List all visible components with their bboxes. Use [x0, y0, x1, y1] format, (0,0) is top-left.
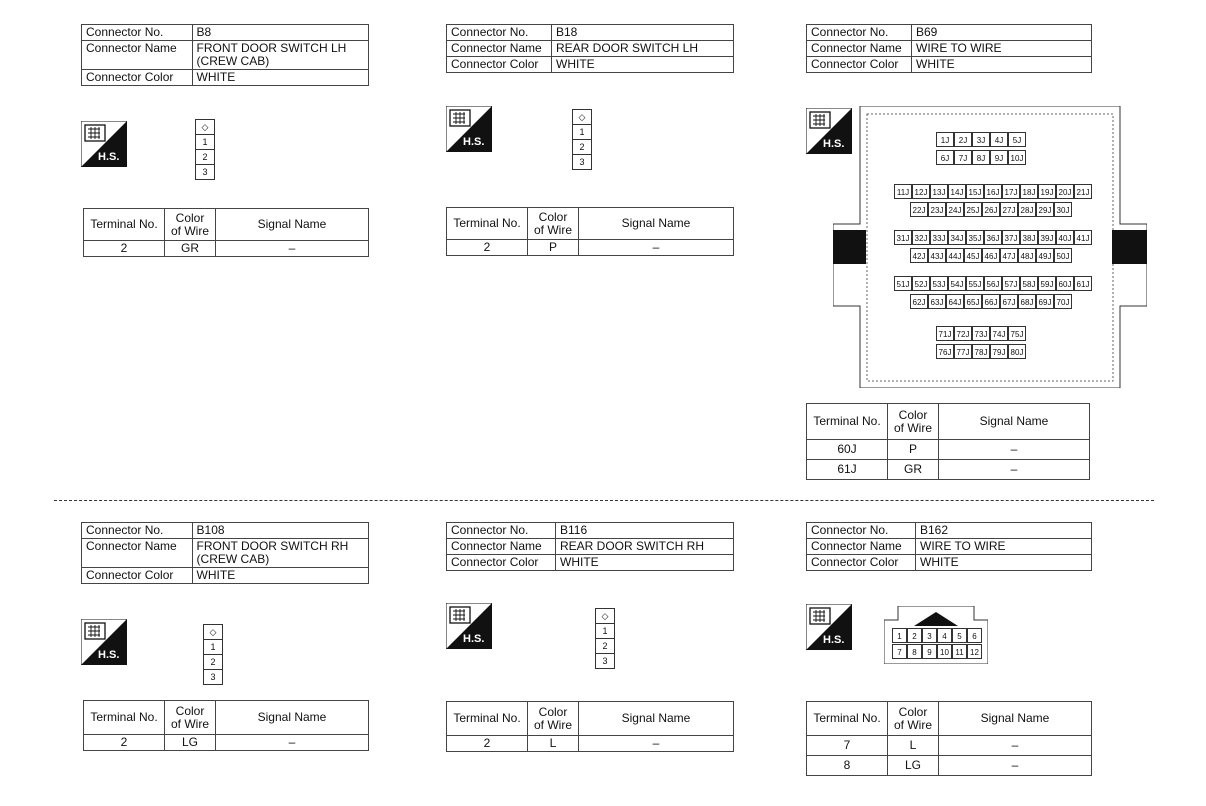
pin: 80J: [1008, 344, 1026, 359]
wire-color: GR: [888, 460, 939, 480]
terminal-table: [806, 403, 1090, 480]
wire-color: L: [888, 736, 939, 756]
pin: 2: [596, 638, 614, 653]
table-row: [807, 756, 1092, 776]
pin: 11: [952, 644, 967, 659]
connector-color: WHITE: [556, 555, 734, 571]
header-color-of-wire: Color of Wire: [888, 404, 939, 440]
label-connector-no: Connector No.: [447, 25, 552, 41]
pin: 4J: [990, 132, 1008, 147]
pin: 57J: [1002, 276, 1020, 291]
harness-side-icon: [81, 121, 127, 167]
pin: 3: [573, 154, 591, 169]
connector-color: WHITE: [916, 555, 1092, 571]
pin: 9J: [990, 150, 1008, 165]
label-connector-no: Connector No.: [82, 25, 193, 41]
pin: 10: [937, 644, 952, 659]
terminal-no: 61J: [807, 460, 888, 480]
wire-color: P: [528, 240, 579, 256]
pin: 5J: [1008, 132, 1026, 147]
connector-block-b108: [81, 522, 369, 584]
pin: 77J: [954, 344, 972, 359]
pin: 60J: [1056, 276, 1074, 291]
pin: 13J: [930, 184, 948, 199]
key-diamond-icon: ◇: [209, 627, 217, 637]
pin: 32J: [912, 230, 930, 245]
connector-color: WHITE: [192, 70, 368, 86]
hs-label: H.S.: [98, 151, 120, 163]
pin: 3: [196, 164, 214, 179]
terminal-no: 8: [807, 756, 888, 776]
signal-name: –: [939, 460, 1090, 480]
pin: 55J: [966, 276, 984, 291]
pin: 23J: [928, 202, 946, 217]
pin: 25J: [964, 202, 982, 217]
terminal-table: [446, 701, 734, 752]
pin: 7: [892, 644, 907, 659]
pin: 9: [922, 644, 937, 659]
pin: 54J: [948, 276, 966, 291]
table-row: [807, 460, 1090, 480]
pin: 72J: [954, 326, 972, 341]
pin: 61J: [1074, 276, 1092, 291]
connector-name: WIRE TO WIRE: [916, 539, 1092, 555]
pin: 73J: [972, 326, 990, 341]
pin: 39J: [1038, 230, 1056, 245]
connector-no: B162: [916, 523, 1092, 539]
connector-face-b18: [572, 109, 592, 170]
terminal-no: 2: [84, 241, 165, 257]
pin: 52J: [912, 276, 930, 291]
pin: 70J: [1054, 294, 1072, 309]
pin: 79J: [990, 344, 1008, 359]
connector-block-b162: [806, 522, 1092, 571]
pin: 19J: [1038, 184, 1056, 199]
pin: 21J: [1074, 184, 1092, 199]
pin: 58J: [1020, 276, 1038, 291]
label-connector-color: Connector Color: [82, 70, 193, 86]
pin: 47J: [1000, 248, 1018, 263]
pin: 10J: [1008, 150, 1026, 165]
pin: 1: [196, 134, 214, 149]
pin: 59J: [1038, 276, 1056, 291]
pin: 2: [573, 139, 591, 154]
pin: 38J: [1020, 230, 1038, 245]
connector-block-b116: [446, 522, 734, 571]
table-row: [807, 736, 1092, 756]
signal-name: –: [579, 240, 734, 256]
pin: 75J: [1008, 326, 1026, 341]
pin: 78J: [972, 344, 990, 359]
pin: 5: [952, 628, 967, 643]
terminal-no: 2: [447, 736, 528, 752]
pin: 14J: [948, 184, 966, 199]
latch-left: [833, 230, 866, 264]
connector-no: B18: [552, 25, 734, 41]
label-connector-no: Connector No.: [807, 523, 916, 539]
connector-no: B8: [192, 25, 368, 41]
connector-no: B69: [912, 25, 1092, 41]
pin: 20J: [1056, 184, 1074, 199]
label-connector-no: Connector No.: [82, 523, 193, 539]
pin: 16J: [984, 184, 1002, 199]
terminal-table: [446, 207, 734, 256]
wire-color: LG: [888, 756, 939, 776]
pin: 44J: [946, 248, 964, 263]
connector-face-b8: [195, 119, 215, 180]
pin: 8J: [972, 150, 990, 165]
pin: 3: [596, 653, 614, 668]
pin: 8: [907, 644, 922, 659]
pin: 2: [907, 628, 922, 643]
header-terminal-no: Terminal No.: [807, 404, 888, 440]
header-signal-name: Signal Name: [939, 702, 1092, 736]
pin: 31J: [894, 230, 912, 245]
pin: 50J: [1054, 248, 1072, 263]
pin: 48J: [1018, 248, 1036, 263]
pin: 53J: [930, 276, 948, 291]
signal-name: –: [939, 440, 1090, 460]
pin: 1: [892, 628, 907, 643]
harness-side-icon: [806, 604, 852, 650]
pin: 26J: [982, 202, 1000, 217]
label-connector-color: Connector Color: [807, 555, 916, 571]
pin: 64J: [946, 294, 964, 309]
pin: 22J: [910, 202, 928, 217]
label-connector-name: Connector Name: [447, 539, 556, 555]
pin: 76J: [936, 344, 954, 359]
pin: 24J: [946, 202, 964, 217]
header-color-of-wire: Color of Wire: [165, 209, 216, 241]
pin: 42J: [910, 248, 928, 263]
pin: 56J: [984, 276, 1002, 291]
label-connector-color: Connector Color: [447, 57, 552, 73]
header-signal-name: Signal Name: [579, 208, 734, 240]
header-signal-name: Signal Name: [216, 209, 369, 241]
header-terminal-no: Terminal No.: [84, 209, 165, 241]
pin: 49J: [1036, 248, 1054, 263]
pin: 3: [922, 628, 937, 643]
header-terminal-no: Terminal No.: [447, 208, 528, 240]
hs-label: H.S.: [463, 633, 485, 645]
key-diamond-icon: ◇: [201, 122, 209, 132]
label-connector-no: Connector No.: [447, 523, 556, 539]
label-connector-color: Connector Color: [82, 568, 193, 584]
pin: 2: [204, 654, 222, 669]
connector-name: FRONT DOOR SWITCH RH (CREW CAB): [192, 539, 368, 568]
connector-info-table: [806, 24, 1092, 73]
hs-label: H.S.: [98, 649, 120, 661]
signal-name: –: [216, 735, 369, 751]
terminal-no: 2: [447, 240, 528, 256]
pin: 33J: [930, 230, 948, 245]
table-row: [447, 240, 734, 256]
pin: 12: [967, 644, 982, 659]
pin: 36J: [984, 230, 1002, 245]
connector-face-b162: [884, 606, 988, 664]
pin: 3: [204, 669, 222, 684]
header-terminal-no: Terminal No.: [447, 702, 528, 736]
pin: 4: [937, 628, 952, 643]
pin: 6J: [936, 150, 954, 165]
label-connector-name: Connector Name: [447, 41, 552, 57]
section-divider: [54, 500, 1154, 501]
connector-color: WHITE: [912, 57, 1092, 73]
connector-face-b108: [203, 624, 223, 685]
label-connector-no: Connector No.: [807, 25, 912, 41]
harness-side-icon: [446, 603, 492, 649]
terminal-table: [83, 208, 369, 257]
terminal-no: 60J: [807, 440, 888, 460]
connector-block-b69: [806, 24, 1092, 73]
pin: 28J: [1018, 202, 1036, 217]
pin: 6: [967, 628, 982, 643]
pin: 7J: [954, 150, 972, 165]
pin: 35J: [966, 230, 984, 245]
header-signal-name: Signal Name: [939, 404, 1090, 440]
connector-color: WHITE: [552, 57, 734, 73]
connector-name: WIRE TO WIRE: [912, 41, 1092, 57]
wire-color: GR: [165, 241, 216, 257]
terminal-no: 2: [84, 735, 165, 751]
label-connector-name: Connector Name: [807, 539, 916, 555]
table-row: [447, 736, 734, 752]
key-diamond-icon: ◇: [578, 112, 586, 122]
connector-info-table: [446, 522, 734, 571]
table-row: [84, 241, 369, 257]
pin: 46J: [982, 248, 1000, 263]
header-color-of-wire: Color of Wire: [528, 702, 579, 736]
connector-name: REAR DOOR SWITCH RH: [556, 539, 734, 555]
connector-no: B108: [192, 523, 368, 539]
connector-info-table: [446, 24, 734, 73]
terminal-table: [83, 700, 369, 751]
connector-name: FRONT DOOR SWITCH LH (CREW CAB): [192, 41, 368, 70]
pin: 68J: [1018, 294, 1036, 309]
connector-info-table: [81, 522, 369, 584]
pin: 41J: [1074, 230, 1092, 245]
pin: 71J: [936, 326, 954, 341]
wire-color: LG: [165, 735, 216, 751]
pin: 3J: [972, 132, 990, 147]
signal-name: –: [216, 241, 369, 257]
wire-color: P: [888, 440, 939, 460]
connector-info-table: [81, 24, 369, 86]
label-connector-name: Connector Name: [82, 539, 193, 568]
signal-name: –: [579, 736, 734, 752]
pin: 15J: [966, 184, 984, 199]
pin: 29J: [1036, 202, 1054, 217]
pin: 18J: [1020, 184, 1038, 199]
pin: 40J: [1056, 230, 1074, 245]
pin: 1: [596, 623, 614, 638]
pin: 11J: [894, 184, 912, 199]
label-connector-name: Connector Name: [807, 41, 912, 57]
pin: 37J: [1002, 230, 1020, 245]
label-connector-name: Connector Name: [82, 41, 193, 70]
key-diamond-icon: ◇: [601, 611, 609, 621]
latch-right: [1112, 230, 1147, 264]
connector-no: B116: [556, 523, 734, 539]
pin: 34J: [948, 230, 966, 245]
connector-block-b8: [81, 24, 369, 86]
connector-face-b116: [595, 608, 615, 669]
signal-name: –: [939, 736, 1092, 756]
harness-side-icon: [446, 106, 492, 152]
signal-name: –: [939, 756, 1092, 776]
pin: 66J: [982, 294, 1000, 309]
hs-label: H.S.: [823, 138, 845, 150]
table-row: [84, 735, 369, 751]
connector-info-table: [806, 522, 1092, 571]
pin: 63J: [928, 294, 946, 309]
hs-label: H.S.: [463, 136, 485, 148]
connector-color: WHITE: [192, 568, 368, 584]
header-terminal-no: Terminal No.: [807, 702, 888, 736]
pin: 2: [196, 149, 214, 164]
header-color-of-wire: Color of Wire: [528, 208, 579, 240]
pin: 67J: [1000, 294, 1018, 309]
hs-label: H.S.: [823, 634, 845, 646]
header-signal-name: Signal Name: [216, 701, 369, 735]
terminal-table: [806, 701, 1092, 776]
terminal-no: 7: [807, 736, 888, 756]
connector-name: REAR DOOR SWITCH LH: [552, 41, 734, 57]
table-row: [807, 440, 1090, 460]
pin: 30J: [1054, 202, 1072, 217]
pin: 51J: [894, 276, 912, 291]
pin: 1: [573, 124, 591, 139]
wire-color: L: [528, 736, 579, 752]
pin: 62J: [910, 294, 928, 309]
header-terminal-no: Terminal No.: [84, 701, 165, 735]
connector-block-b18: [446, 24, 734, 73]
pin: 74J: [990, 326, 1008, 341]
pin: 2J: [954, 132, 972, 147]
header-signal-name: Signal Name: [579, 702, 734, 736]
connector-face-b69: [833, 106, 1147, 388]
header-color-of-wire: Color of Wire: [165, 701, 216, 735]
pin: 17J: [1002, 184, 1020, 199]
pin: 69J: [1036, 294, 1054, 309]
label-connector-color: Connector Color: [807, 57, 912, 73]
pin: 65J: [964, 294, 982, 309]
pin: 1: [204, 639, 222, 654]
pin: 1J: [936, 132, 954, 147]
pin: 12J: [912, 184, 930, 199]
pin: 27J: [1000, 202, 1018, 217]
pin: 43J: [928, 248, 946, 263]
header-color-of-wire: Color of Wire: [888, 702, 939, 736]
harness-side-icon: [81, 619, 127, 665]
pin: 45J: [964, 248, 982, 263]
label-connector-color: Connector Color: [447, 555, 556, 571]
